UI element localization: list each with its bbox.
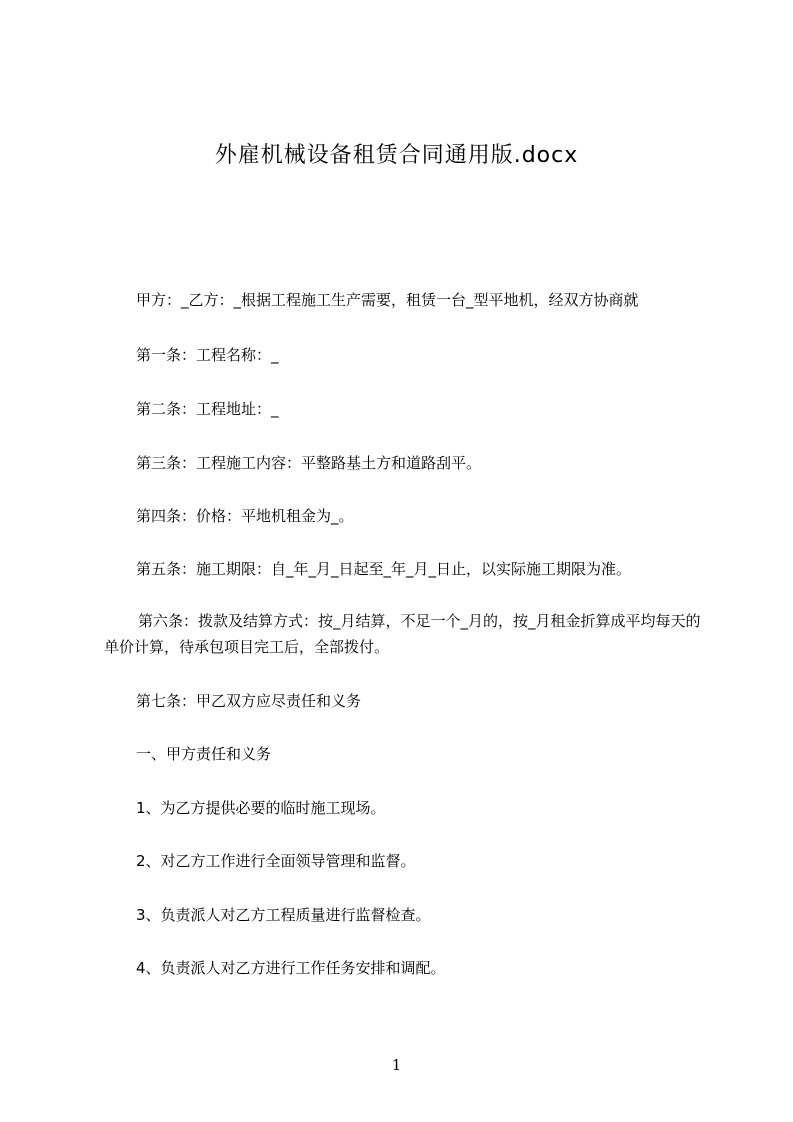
page-number: 1	[391, 1056, 402, 1074]
paragraph-article-3: 第三条：工程施工内容：平整路基土方和道路刮平。	[136, 454, 482, 472]
paragraph-article-2: 第二条：工程地址：_	[136, 400, 279, 418]
list-item-4: 4、负责派人对乙方进行工作任务安排和调配。	[136, 959, 446, 977]
paragraph-article-5: 第五条：施工期限：自_年_月_日起至_年_月_日止，以实际施工期限为准。	[136, 560, 632, 578]
paragraph-parties: 甲方：_乙方：_根据工程施工生产需要，租赁一台_型平地机，经双方协商就	[136, 291, 639, 309]
document-title: 外雇机械设备租赁合同通用版.docx	[214, 143, 579, 168]
paragraph-article-6: 第六条：拨款及结算方式：按_月结算，不足一个_月的，按_月租金折算成平均每天的单价计算，待承包项目完工后，全部拨付。	[104, 612, 701, 656]
list-item-3: 3、负责派人对乙方工程质量进行监督检查。	[136, 906, 431, 924]
list-item-2: 2、对乙方工作进行全面领导管理和监督。	[136, 852, 416, 870]
paragraph-article-7: 第七条：甲乙双方应尽责任和义务	[136, 692, 362, 710]
list-item-1: 1、为乙方提供必要的临时施工现场。	[136, 799, 386, 817]
section-heading-party-a: 一、甲方责任和义务	[136, 745, 272, 763]
paragraph-article-4: 第四条：价格：平地机租金为_。	[136, 507, 354, 525]
paragraph-article-1: 第一条：工程名称：_	[136, 346, 279, 364]
